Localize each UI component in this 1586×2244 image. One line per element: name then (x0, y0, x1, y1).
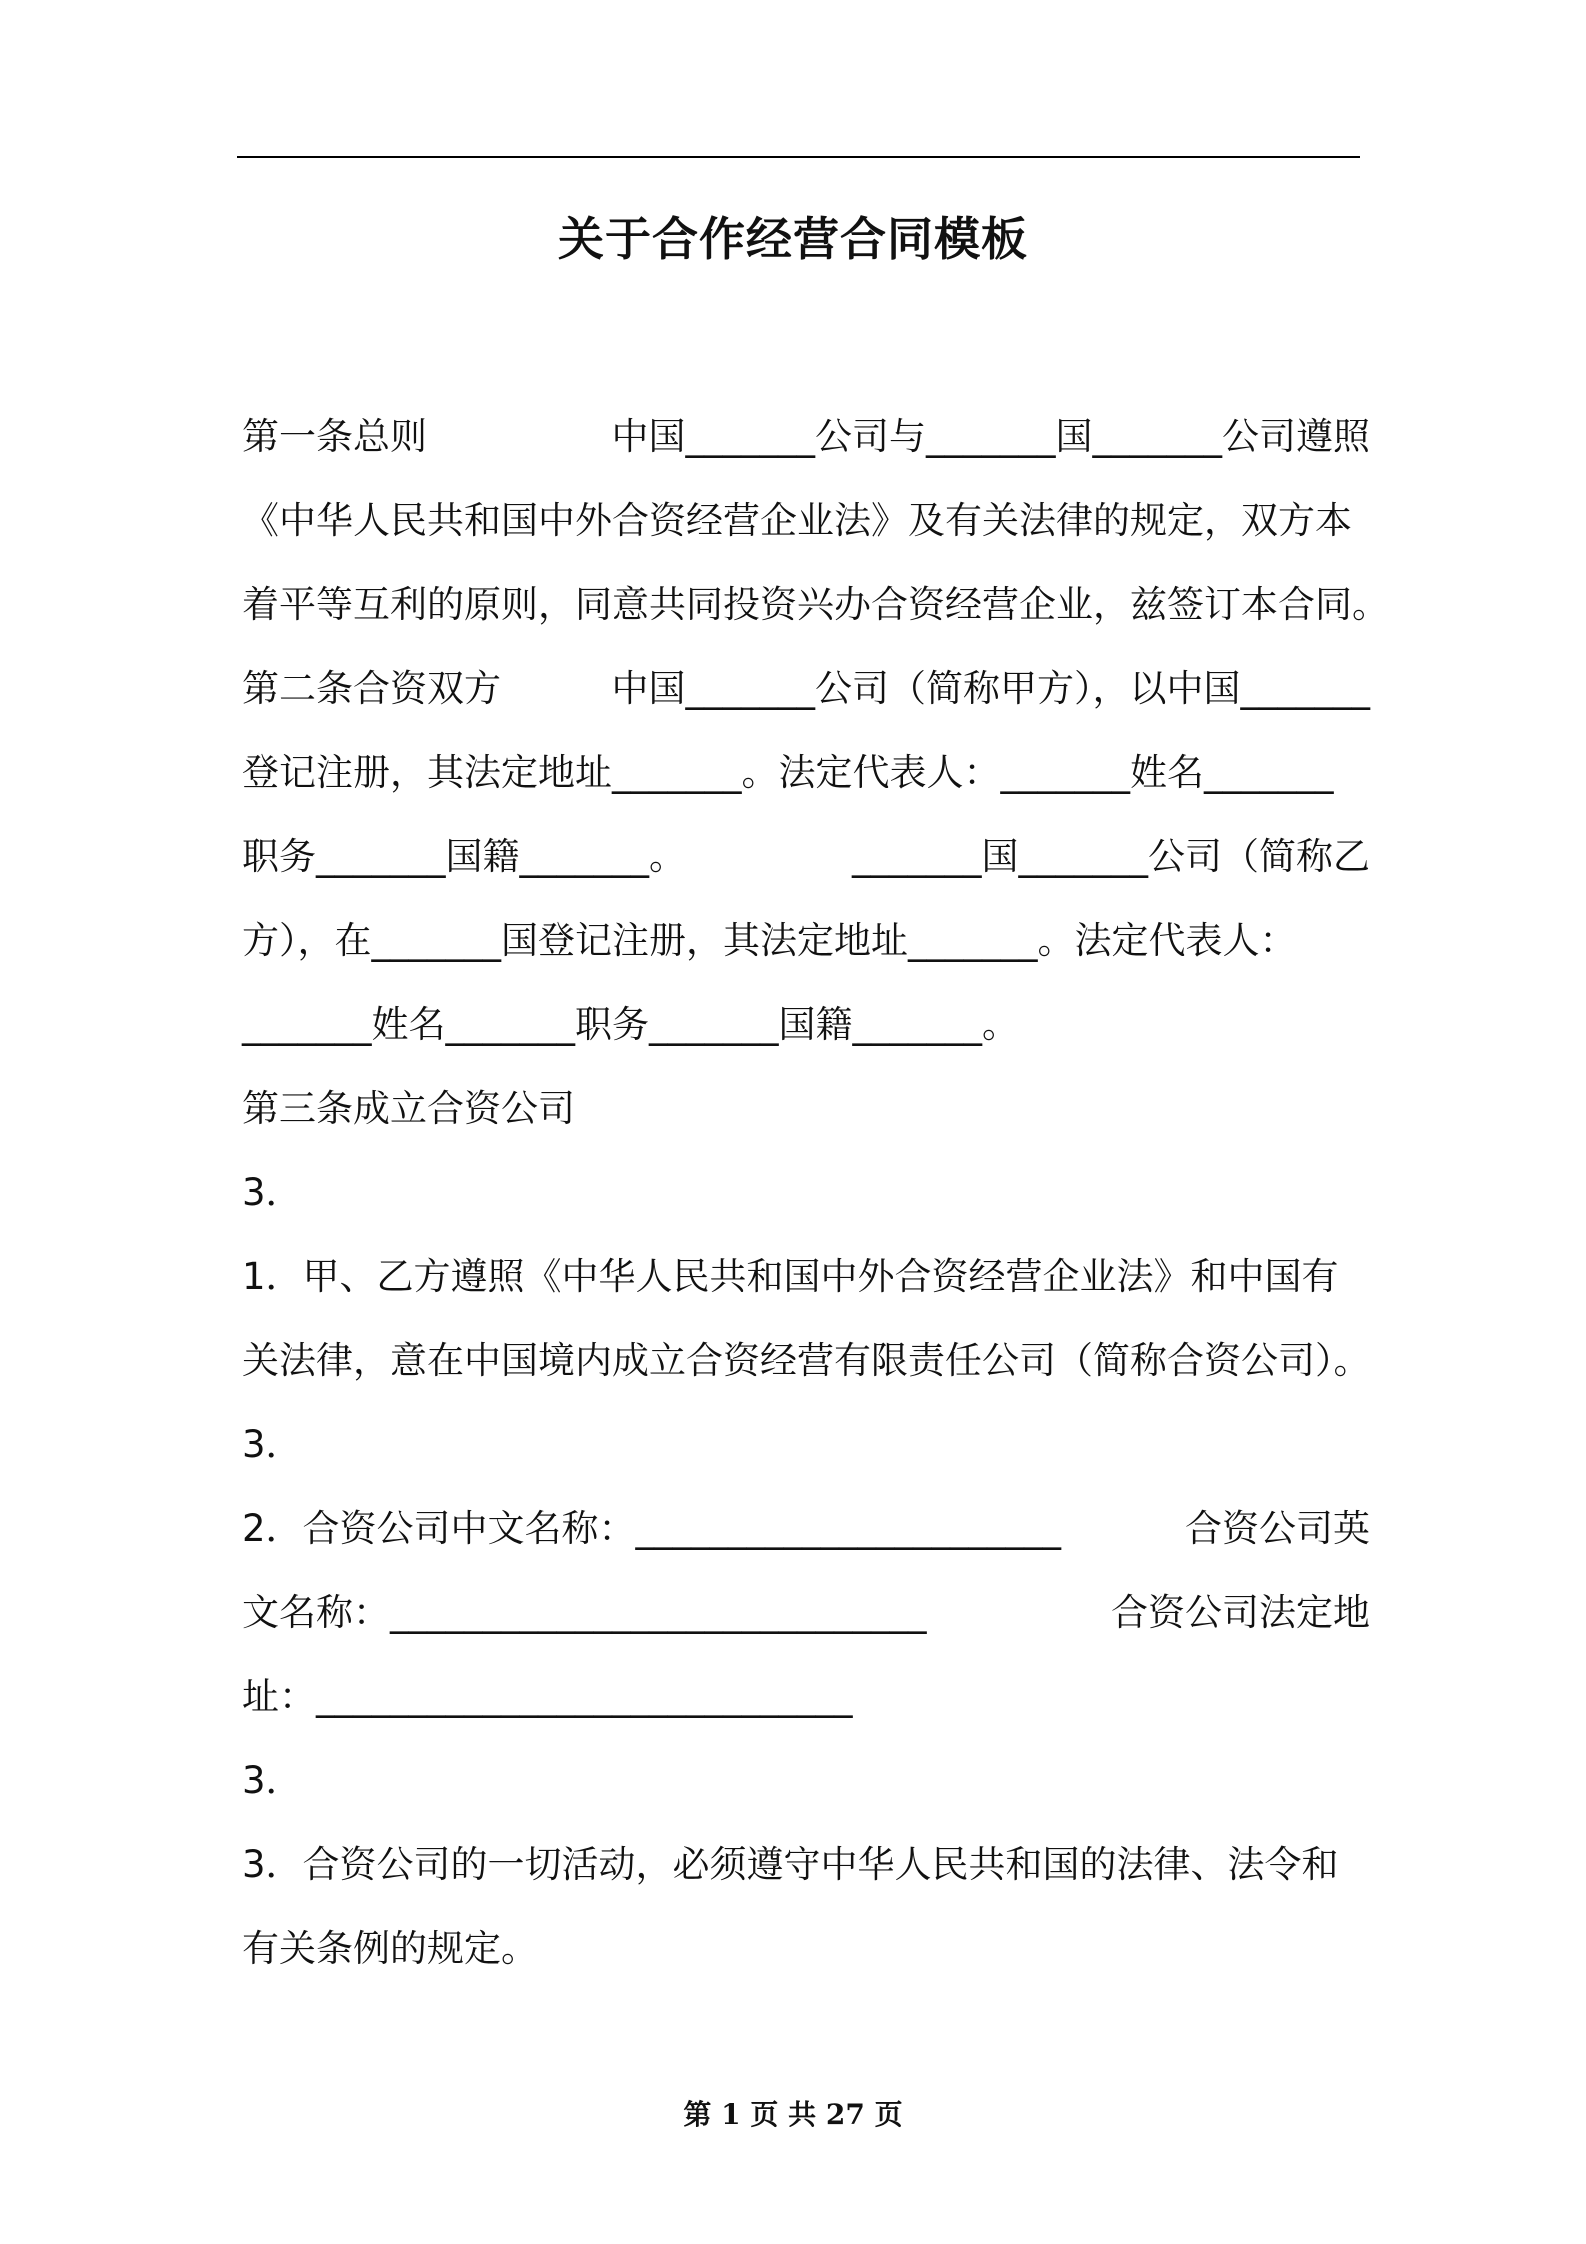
text-segment: 合资公司法定地 (1111, 1591, 1370, 1634)
text-line: 有关条例的规定。 (242, 1927, 538, 1970)
text-line: 3． (242, 1423, 303, 1466)
header-rule (237, 156, 1360, 158)
text-line: 关法律，意在中国境内成立合资经营有限责任公司（简称合资公司）。 (242, 1339, 1371, 1382)
text-line (242, 1571, 1370, 1655)
document-body (242, 395, 1389, 1991)
text-line (242, 815, 1370, 899)
text-line (242, 647, 1370, 731)
text-segment: _______国_______公司（简称乙 (852, 835, 1370, 878)
text-line: 方），在_______国登记注册，其法定地址_______。法定代表人： (242, 919, 1297, 962)
text-line: 登记注册，其法定地址_______。法定代表人：_______姓名_______ (242, 751, 1334, 794)
text-line: 3． (242, 1171, 303, 1214)
text-segment: 合资公司英 (1185, 1507, 1370, 1550)
text-line: 1．甲、乙方遵照《中华人民共和国中外合资经营企业法》和中国有 (242, 1255, 1339, 1298)
text-segment: 文名称：_____________________________ (242, 1591, 927, 1634)
text-line: 着平等互利的原则，同意共同投资兴办合资经营企业，兹签订本合同。 (242, 583, 1389, 626)
text-line: 3．合资公司的一切活动，必须遵守中华人民共和国的法律、法令和 (242, 1843, 1339, 1886)
text-line: 《中华人民共和国中外合资经营企业法》及有关法律的规定，双方本 (242, 499, 1352, 542)
text-segment: 第二条合资双方 (242, 667, 501, 710)
text-segment: 第一条总则 (242, 415, 427, 458)
text-line: 第三条成立合资公司 (242, 1087, 575, 1130)
page-number: 第 1 页 共 27 页 (683, 2098, 903, 2131)
document-title: 关于合作经营合同模板 (558, 212, 1028, 266)
text-segment: 中国_______公司（简称甲方），以中国_______ (611, 667, 1370, 710)
text-segment: 2．合资公司中文名称：_______________________ (242, 1507, 1062, 1550)
text-line (242, 1487, 1370, 1571)
text-line: _______姓名_______职务_______国籍_______。 (242, 1003, 1019, 1046)
text-line (242, 395, 1370, 479)
text-segment: 中国_______公司与_______国_______公司遵照 (611, 415, 1370, 458)
text-line: 3． (242, 1759, 303, 1802)
text-segment: 职务_______国籍_______。 (242, 835, 686, 878)
text-line: 址：_____________________________ (242, 1675, 853, 1718)
